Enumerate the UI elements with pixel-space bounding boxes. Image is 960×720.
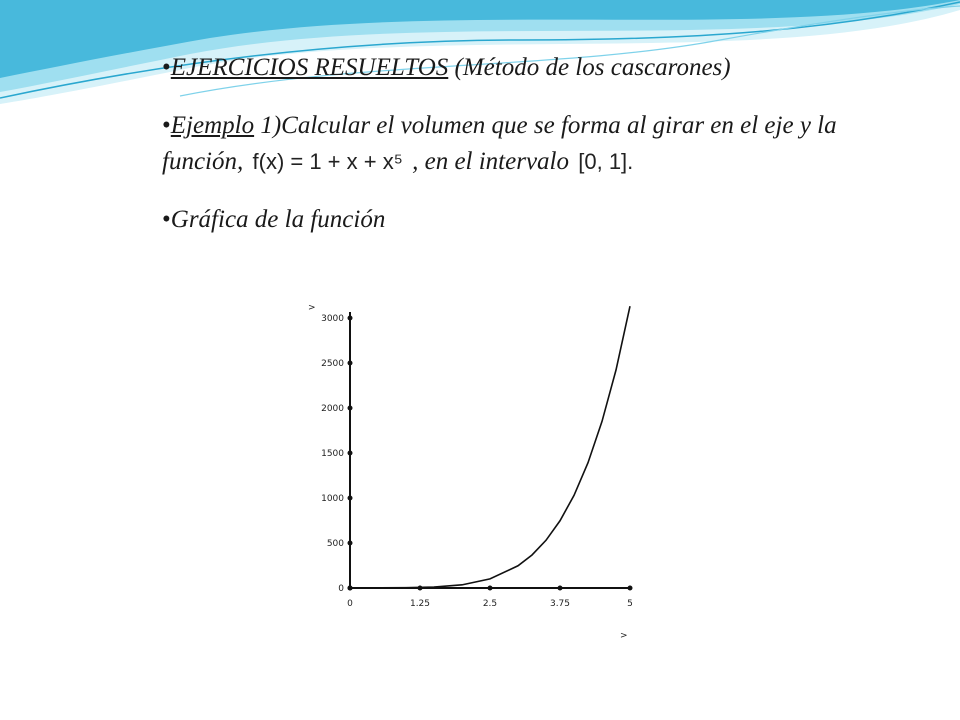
y-tick-label: 2500 [321,359,344,369]
y-tick-mark [348,361,353,366]
x-tick-label: 5 [627,599,633,609]
title-underlined: EJERCICIOS RESUELTOS [170,54,449,81]
y-tick-label: 0 [338,584,344,594]
function-chart [264,242,712,670]
example-bullet [162,108,922,180]
x-tick-label: 3.75 [549,599,571,609]
example-label: Ejemplo [170,112,255,139]
y-tick-mark [348,451,353,456]
y-tick-label: 1500 [321,449,344,459]
graph-caption: Gráfica de la función [170,206,386,233]
x-tick-label: 1.25 [409,599,431,609]
bullet-mark: • [162,206,171,233]
bullet-mark: • [162,54,171,81]
caption-bullet [162,202,922,238]
x-tick-mark [488,586,493,591]
y-axis-label: > [308,303,316,313]
y-tick-label: 500 [326,539,344,549]
title-rest: (Método de los cascarones) [448,54,731,81]
example-text-b: , en el intervalo [405,148,576,175]
y-tick-label: 2000 [321,404,344,414]
x-tick-label: 0 [347,599,353,609]
y-tick-label: 1000 [321,494,344,504]
x-tick-mark [628,586,633,591]
x-axis-label: > [620,631,628,641]
function-curve [350,306,630,588]
y-tick-label: 3000 [321,314,344,324]
title-bullet [162,50,922,86]
function-formula: f(x) = 1 + x + x⁵ [250,147,406,177]
function-graph [264,242,712,670]
y-tick-mark [348,406,353,411]
y-tick-mark [348,496,353,501]
interval-formula: [0, 1]. [575,147,636,177]
y-tick-mark [348,316,353,321]
example-text-a: 1)Calcular el volumen que se forma al girar en el eje y la función, [162,112,837,175]
x-tick-label: 2.5 [482,599,498,609]
y-tick-mark [348,541,353,546]
x-tick-mark [558,586,563,591]
bullet-mark: • [162,112,171,139]
